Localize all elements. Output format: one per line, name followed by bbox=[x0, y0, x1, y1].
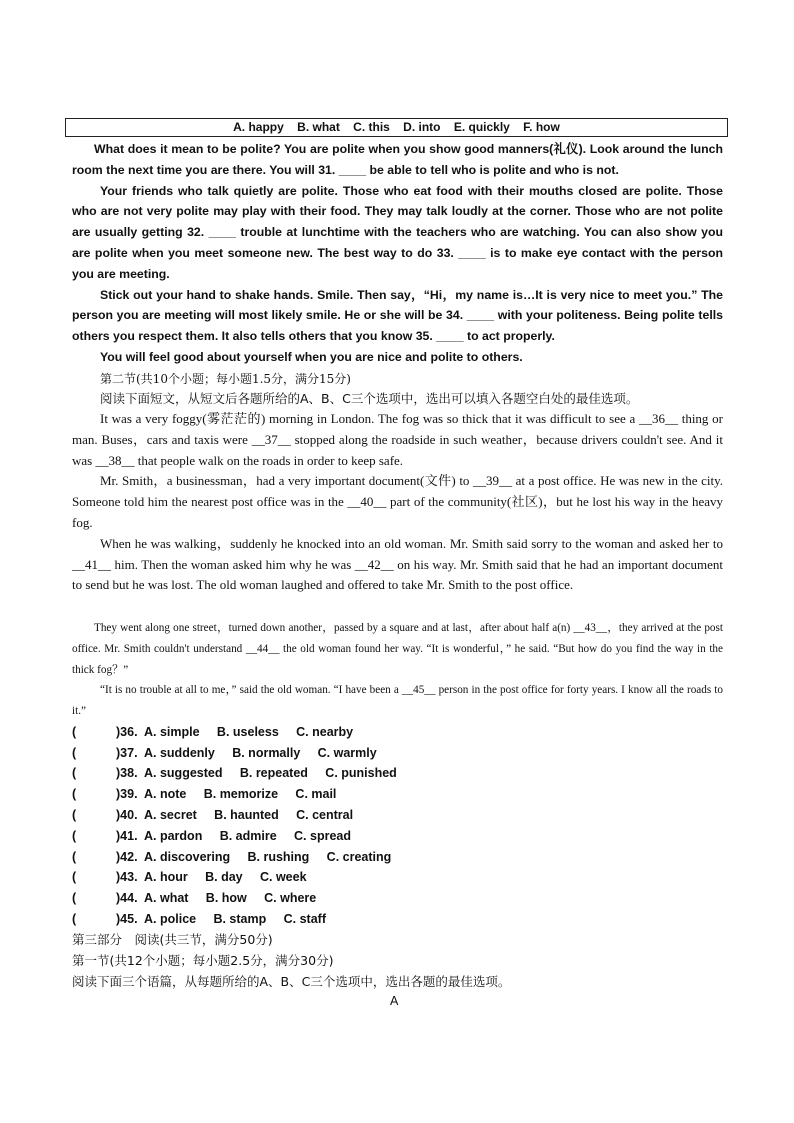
passage-paragraph: When he was walking，suddenly he knocked into an old woman. Mr. Smith said sorry to the woman and asked her to __41__ him. Then the woman asked him why he was __42__ on his way. Mr. Smith said that he had an important document to send but he was lost. The old woman laughed and offered to take Mr. Smith to the post office. bbox=[72, 535, 723, 593]
option-row[interactable]: ( )41. A. pardon B. admire C. spread bbox=[72, 829, 351, 843]
option-row[interactable]: ( )37. A. suddenly B. normally C. warmly bbox=[72, 746, 377, 760]
section-heading: 第二节(共10个小题；每小题1.5分，满分15分) bbox=[100, 372, 351, 386]
passage-paragraph: Stick out your hand to shake hands. Smile. Then say，“Hi，my name is…It is very nice to meet you.” The person you are meeting will most likely smile. He or she will be 34. ____ with your politeness. Being polite tells others you respect them. It also tells others that you know 35. ____ to act properly. bbox=[72, 287, 723, 344]
word-option-box: A. happy B. what C. this D. into E. quickly F. how bbox=[65, 118, 728, 137]
section-2 bbox=[72, 369, 723, 596]
part-3 bbox=[72, 930, 723, 992]
option-row[interactable]: ( )42. A. discovering B. rushing C. creating bbox=[72, 850, 392, 864]
passage-letter: A bbox=[390, 994, 399, 1008]
option-row[interactable]: ( )44. A. what B. how C. where bbox=[72, 891, 317, 905]
section-heading: 第一节(共12个小题；每小题2.5分，满分30分) bbox=[72, 952, 334, 968]
passage-paragraph: You will feel good about yourself when you are nice and polite to others. bbox=[100, 349, 523, 364]
passage-paragraph: They went along one street，turned down another，passed by a square and at last，after about half a(n) __43__，they arrived at the post office. Mr. Smith couldn't understand __44__ the old woman found her way. “It is wonderful，” he said. “But how do you find the way in the thick fog？” bbox=[72, 622, 723, 676]
passage-fog-continued bbox=[72, 618, 723, 722]
passage-paragraph: “It is no trouble at all to me，” said the old woman. “I have been a __45__ person in the post office for forty years. I know all the roads to it.” bbox=[72, 684, 723, 718]
part-heading: 第三部分 阅读(共三节，满分50分) bbox=[72, 932, 273, 947]
option-row[interactable]: ( )40. A. secret B. haunted C. central bbox=[72, 808, 354, 822]
section-instruction: 阅读下面短文，从短文后各题所给的A、B、C三个选项中，选出可以填入各题空白处的最佳选项。 bbox=[100, 391, 639, 406]
passage-politeness bbox=[72, 139, 723, 368]
passage-paragraph: It was a very foggy(雾茫茫的) morning in London. The fog was so thick that it was difficult to see a __36__ thing or man. Buses，cars and taxis were __37__ stopped along the roadside in such weather，because drivers couldn't see. And it was __38__ that people walk on the roads in order to keep safe. bbox=[72, 411, 723, 468]
passage-paragraph: Your friends who talk quietly are polite. Those who eat food with their mouths closed are polite. Those who are not very polite may play with their food. They may talk loudly at the corner. Those who are not polite are usually getting 32. ____ trouble at lunchtime with the teachers who are watching. You can also show you are polite when you meet someone new. The best way to do 33. ____ is to make eye contact with the person you are meeting. bbox=[72, 183, 723, 281]
passage-paragraph: Mr. Smith，a businessman，had a very important document(文件) to __39__ at a post office. He was new in the city. Someone told him the nearest post office was in the __40__ part of the community(社区)，but he lost his way in the heavy fog. bbox=[72, 473, 723, 530]
option-row[interactable]: ( )45. A. police B. stamp C. staff bbox=[72, 912, 326, 926]
option-row[interactable]: ( )36. A. simple B. useless C. nearby bbox=[72, 725, 354, 739]
option-row[interactable]: ( )43. A. hour B. day C. week bbox=[72, 870, 307, 884]
passage-paragraph: What does it mean to be polite? You are polite when you show good manners(礼仪). Look around the lunch room the next time you are there. You will 31. ____ be able to tell who is polite and who is not. bbox=[72, 142, 723, 177]
section-instruction: 阅读下面三个语篇，从每题所给的A、B、C三个选项中，选出各题的最佳选项。 bbox=[72, 973, 511, 989]
option-row[interactable]: ( )38. A. suggested B. repeated C. punished bbox=[72, 766, 397, 780]
option-row[interactable]: ( )39. A. note B. memorize C. mail bbox=[72, 787, 337, 801]
